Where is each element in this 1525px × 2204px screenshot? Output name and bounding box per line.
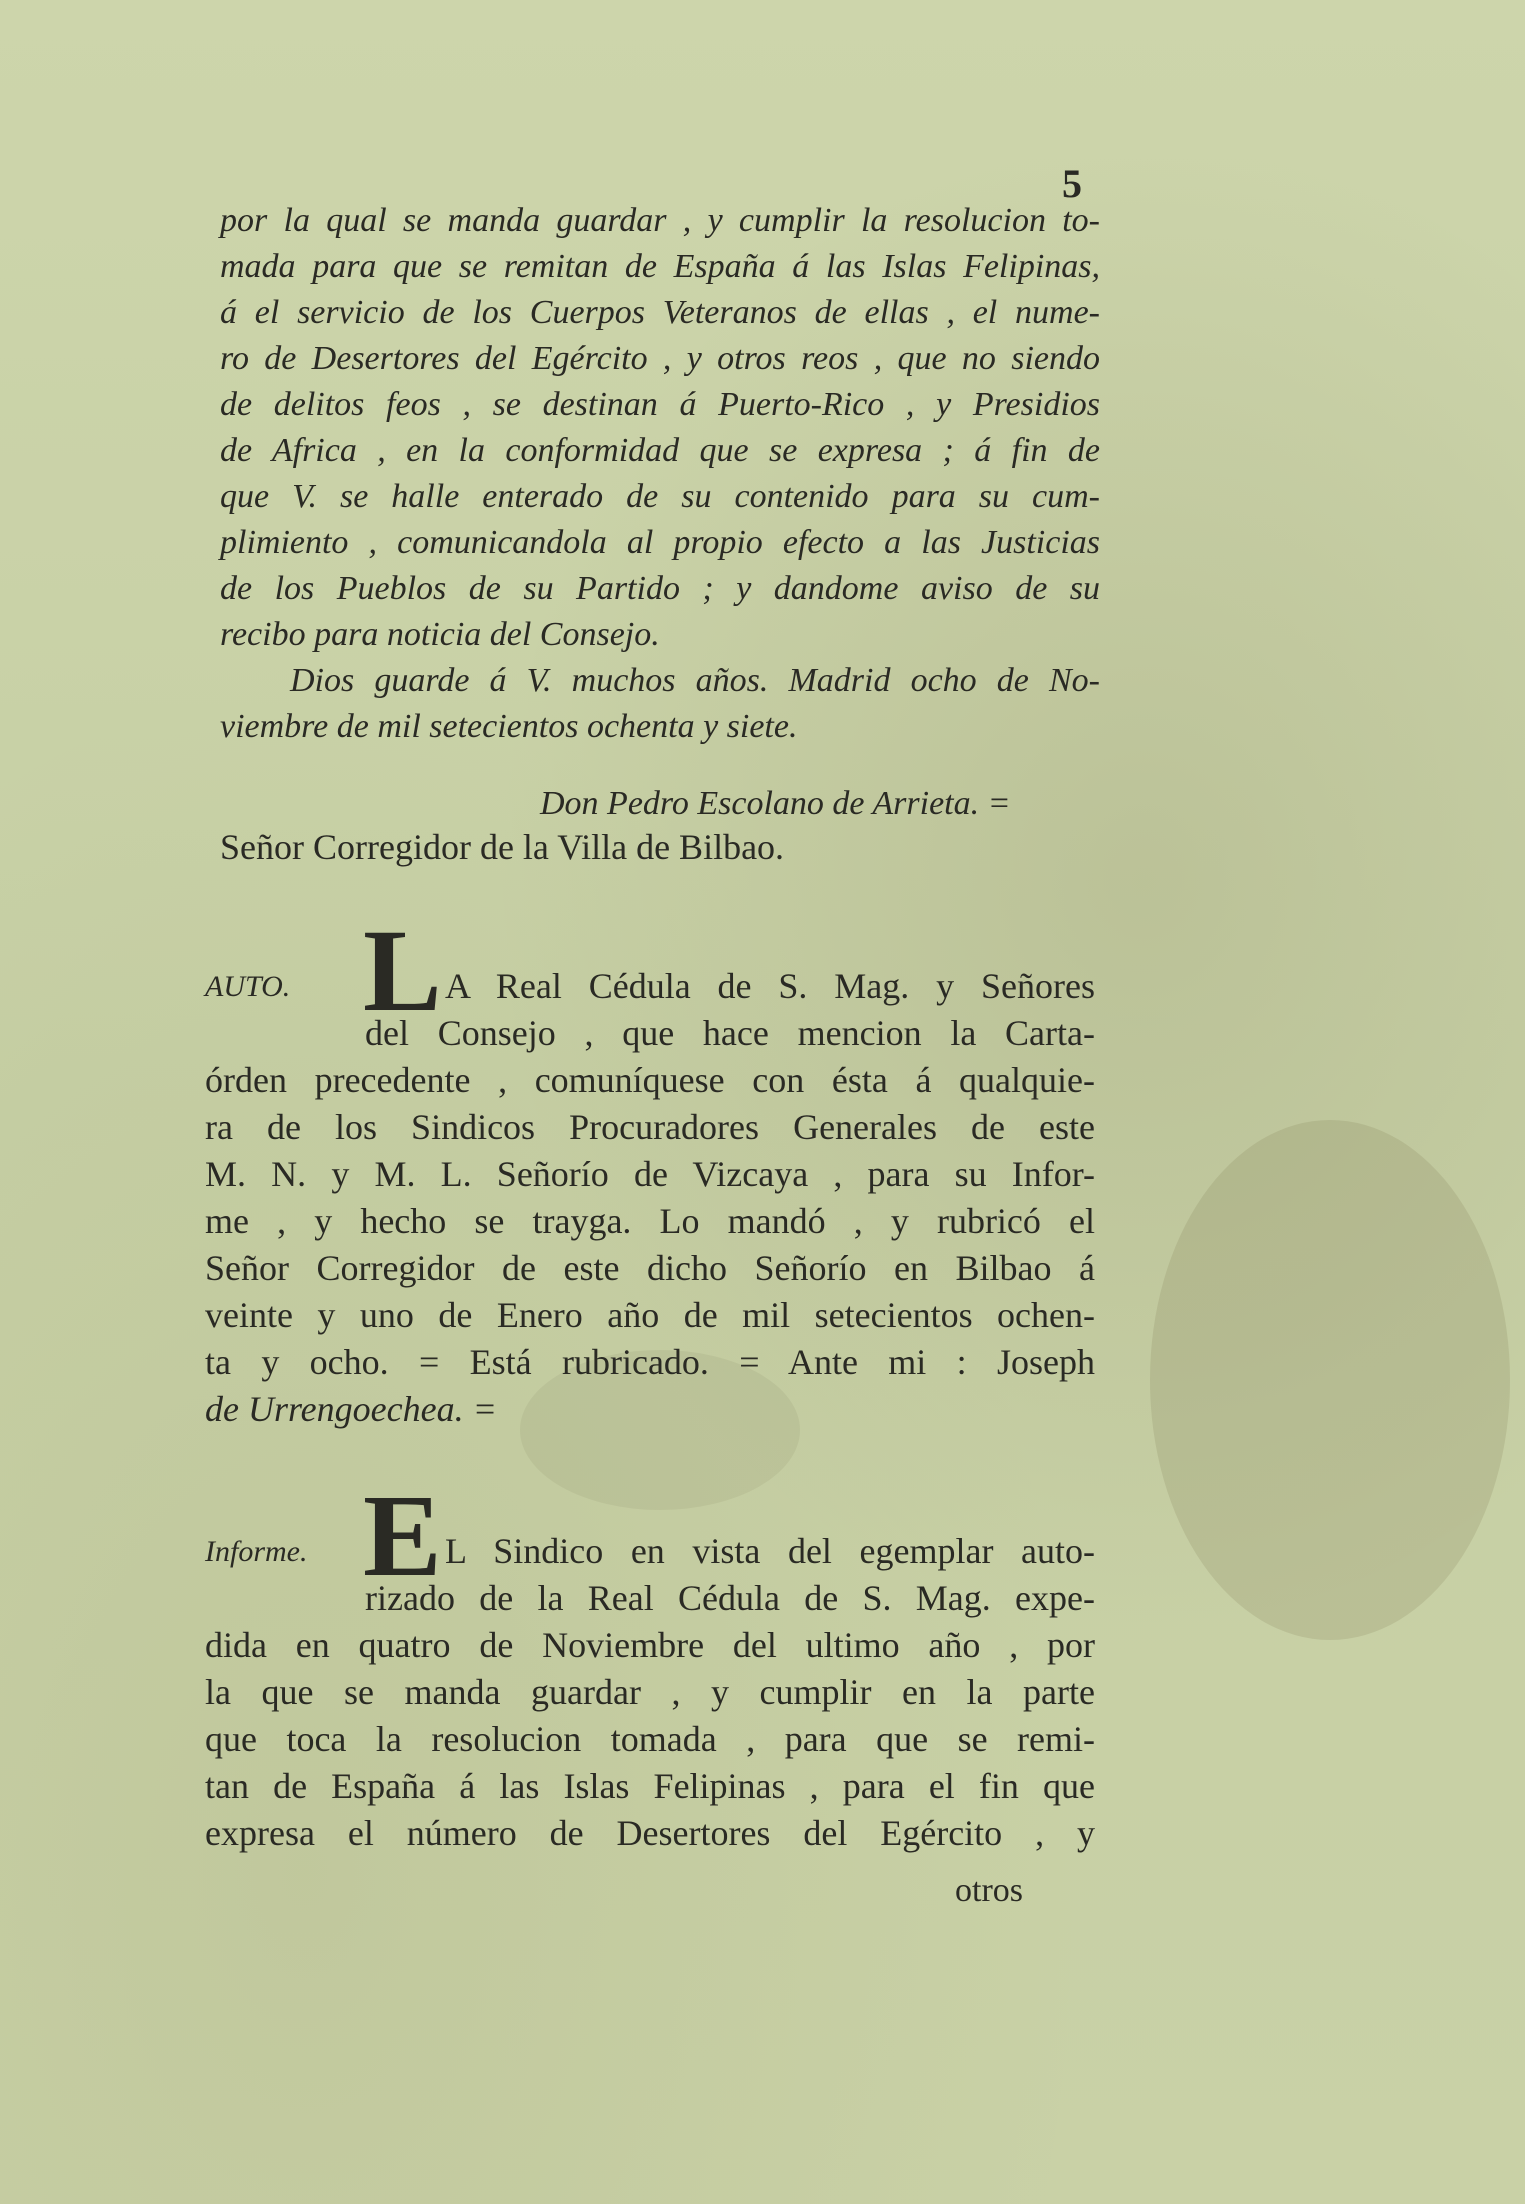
text-line: dida en quatro de Noviembre del ultimo año , por <box>205 1625 1095 1665</box>
text-line: A Real Cédula de S. Mag. y Señores <box>445 966 1095 1006</box>
closing-line: Dios guarde á V. muchos años. Madrid ocho de No- <box>290 662 1100 699</box>
auto-section <box>205 905 1095 1435</box>
text-line: plimiento , comunicandola al propio efecto a las Justicias <box>220 524 1100 561</box>
auto-body <box>205 963 1095 1433</box>
text-line: recibo para noticia del Consejo. <box>220 616 660 653</box>
informe-body <box>205 1528 1095 1857</box>
text-line: L Sindico en vista del egemplar auto- <box>445 1531 1095 1571</box>
dropcap-e: E <box>363 1470 442 1601</box>
text-line: expresa el número de Desertores del Egército , y <box>205 1813 1095 1853</box>
signer: Don Pedro Escolano de Arrieta. = <box>540 785 1011 822</box>
text-line: del Consejo , que hace mencion la Carta- <box>365 1013 1095 1053</box>
text-line: rizado de la Real Cédula de S. Mag. expe- <box>365 1578 1095 1618</box>
text-line: tan de España á las Islas Felipinas , para el fin que <box>205 1766 1095 1806</box>
section-label-auto: AUTO. <box>205 970 291 1003</box>
text-line: que V. se halle enterado de su contenido para su cum- <box>220 478 1100 515</box>
text-line: de los Pueblos de su Partido ; y dandome aviso de su <box>220 570 1100 607</box>
text-line: á el servicio de los Cuerpos Veteranos de ellas , el nume- <box>220 294 1100 331</box>
text-line: M. N. y M. L. Señorío de Vizcaya , para su Infor- <box>205 1154 1095 1194</box>
text-line: que toca la resolucion tomada , para que se remi- <box>205 1719 1095 1759</box>
catchword: otros <box>955 1872 1023 1909</box>
text-line: por la qual se manda guardar , y cumplir la resolucion to- <box>220 202 1100 239</box>
page-number: 5 <box>1062 161 1082 206</box>
text-line: de delitos feos , se destinan á Puerto-Rico , y Presidios <box>220 386 1100 423</box>
section-label-informe: Informe. <box>205 1535 308 1568</box>
text-line: de Urrengoechea. = <box>205 1389 497 1429</box>
informe-section <box>205 1470 1095 1880</box>
closing-line: viembre de mil setecientos ochenta y siete. <box>220 708 798 745</box>
addressee: Señor Corregidor de la Villa de Bilbao. <box>220 827 785 867</box>
text-line: la que se manda guardar , y cumplir en la parte <box>205 1672 1095 1712</box>
text-line: ta y ocho. = Está rubricado. = Ante mi : Joseph <box>205 1342 1095 1382</box>
text-line: órden precedente , comuníquese con ésta á qualquie- <box>205 1060 1095 1100</box>
water-stain <box>1150 1120 1510 1640</box>
text-line: veinte y uno de Enero año de mil setecientos ochen- <box>205 1295 1095 1335</box>
text-line: ro de Desertores del Egército , y otros reos , que no siendo <box>220 340 1100 377</box>
text-line: de Africa , en la conformidad que se expresa ; á fin de <box>220 432 1100 469</box>
letter-body <box>220 198 1100 750</box>
text-line: me , y hecho se trayga. Lo mandó , y rubricó el <box>205 1201 1095 1241</box>
dropcap-l: L <box>363 905 442 1036</box>
text-line: mada para que se remitan de España á las Islas Felipinas, <box>220 248 1100 285</box>
text-line: ra de los Sindicos Procuradores Generales de este <box>205 1107 1095 1147</box>
text-line: Señor Corregidor de este dicho Señorío en Bilbao á <box>205 1248 1095 1288</box>
